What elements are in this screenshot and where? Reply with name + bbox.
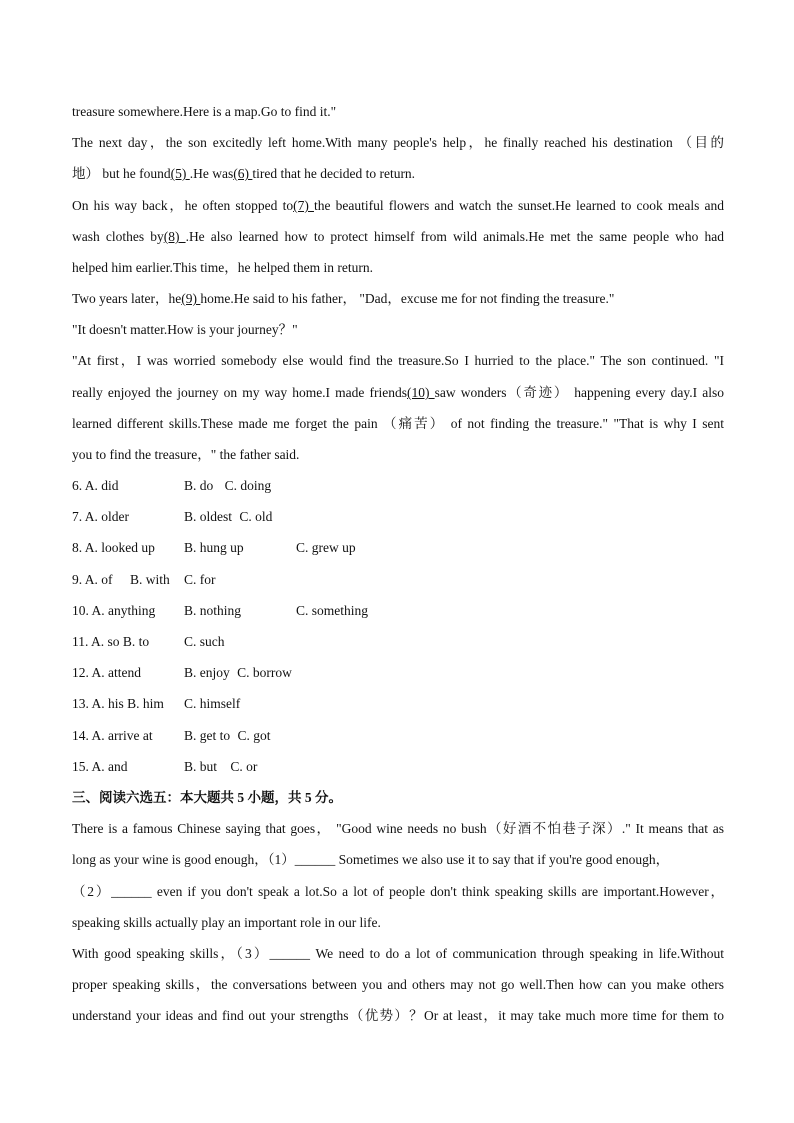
passage-line: you to find the treasure，" the father said.: [72, 447, 300, 462]
passage-line: On his way back，he often stopped to(7) the beautiful flowers and watch the sunset.He learned to cook meals and: [72, 198, 724, 213]
blank-6: (6): [233, 166, 253, 181]
passage-line: Two years later，he(9) home.He said to his father， "Dad，excuse me for not finding the treasure.": [72, 291, 615, 306]
passage-line: helped him earlier.This time，he helped them in return.: [72, 260, 374, 275]
blank-9: (9): [181, 291, 201, 306]
question-options: 8. A. looked up B. hung up C. grew up: [72, 540, 356, 555]
question-options: 10. A. anything B. nothing C. something: [72, 603, 369, 618]
passage-line: learned different skills.These made me forget the pain （痛苦） of not finding the treasure." "That is why I sent: [72, 416, 724, 431]
question-options: 6. A. did B. do C. doing: [72, 478, 272, 493]
question-options: 9. A. of B. with C. for: [72, 572, 216, 587]
passage-line: The next day，the son excitedly left home.With many people's help，he finally reached his destination （目的: [72, 135, 724, 150]
question-options: 13. A. his B. him C. himself: [72, 696, 241, 711]
question-options: 11. A. so B. to C. such: [72, 634, 225, 649]
blank-5: (5): [170, 166, 190, 181]
passage-line: "It doesn't matter.How is your journey？": [72, 322, 298, 337]
passage-line: speaking skills actually play an important role in our life.: [72, 915, 381, 930]
section-heading: 三、阅读六选五：本大题共 5 小题，共 5 分。: [72, 790, 342, 805]
passage-line: "At first，I was worried somebody else would find the treasure.So I hurried to the place." The son continued. "I: [72, 353, 724, 368]
passage-line: long as your wine is good enough，（1）______ Sometimes we also use it to say that if you're good enough，: [72, 852, 670, 867]
passage-line: With good speaking skills，（3）______ We need to do a lot of communication through speaking in life.Without: [72, 946, 724, 961]
passage-line: understand your ideas and find out your strengths（优势）？Or at least，it may take much more time for them to: [72, 1008, 724, 1023]
question-options: 15. A. and B. but C. or: [72, 759, 258, 774]
passage-line: 地） but he found(5) .He was(6) tired that he decided to return.: [72, 166, 416, 181]
passage-line: wash clothes by(8) .He also learned how to protect himself from wild animals.He met the same people who had: [72, 229, 725, 244]
question-options: 7. A. older B. oldest C. old: [72, 509, 273, 524]
blank-8: (8): [163, 229, 186, 244]
passage-line: really enjoyed the journey on my way home.I made friends(10) saw wonders（奇迹） happening every day.I also: [72, 385, 724, 400]
question-options: 14. A. arrive at B. get to C. got: [72, 728, 271, 743]
passage-line: treasure somewhere.Here is a map.Go to find it.": [72, 104, 337, 119]
passage-line: proper speaking skills，the conversations between you and others may not go well.Then how can you make others: [72, 977, 724, 992]
passage-line: （2）______ even if you don't speak a lot.So a lot of people don't think speaking skills are important.However，: [72, 884, 724, 899]
passage-line: There is a famous Chinese saying that goes， "Good wine needs no bush（好酒不怕巷子深）." It means that as: [72, 821, 724, 836]
blank-10: (10): [407, 385, 435, 400]
blank-7: (7): [293, 198, 314, 213]
question-options: 12. A. attend B. enjoy C. borrow: [72, 665, 292, 680]
